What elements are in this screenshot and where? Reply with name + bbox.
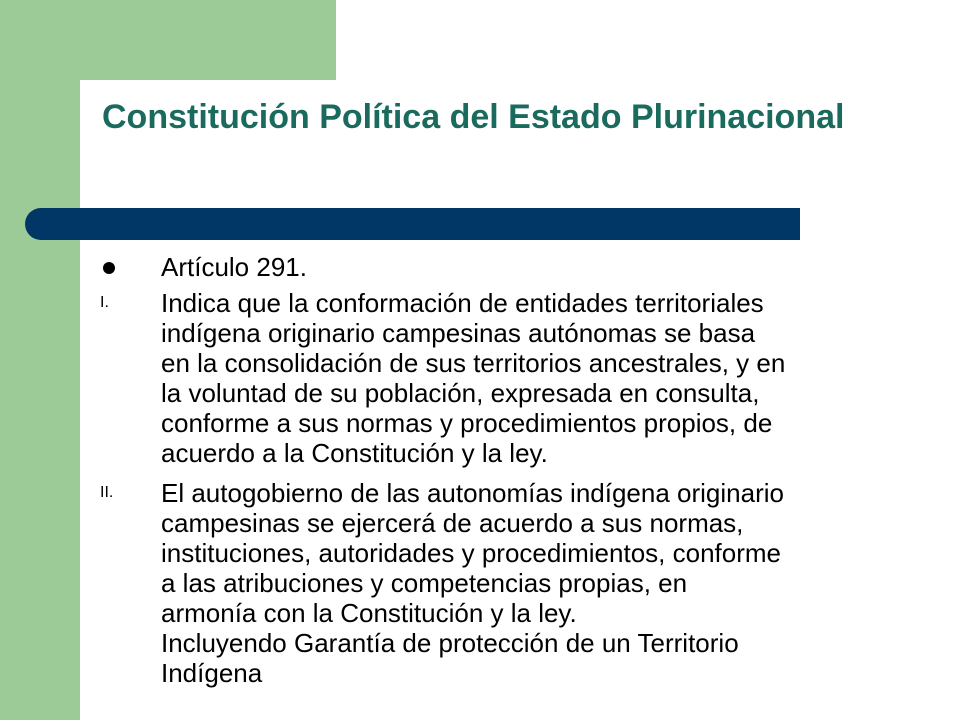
item-1-line: Indica que la conformación de entidades territoriales [161, 288, 764, 318]
slide-title: Constitución Política del Estado Plurinacional [102, 98, 845, 136]
item-numeral: I. [100, 294, 109, 311]
bullet-dot [103, 262, 115, 274]
item-1-line: en la consolidación de sus territorios ancestrales, y en [161, 348, 786, 378]
item-2-line: instituciones, autoridades y procedimientos, conforme [161, 538, 781, 568]
item-2-line: a las atribuciones y competencias propias, en [161, 568, 688, 598]
numbered-item-2 [100, 478, 940, 688]
item-2-line: El autogobierno de las autonomías indígena originario [161, 478, 784, 508]
item-1-line: la voluntad de su población, expresada en consulta, [161, 378, 760, 408]
item-numeral: II. [100, 484, 114, 501]
item-1-line: indígena originario campesinas autónomas se basa [161, 318, 756, 348]
left-accent-panel [0, 0, 80, 720]
title-underline-bar [25, 208, 800, 240]
item-1-line: conforme a sus normas y procedimientos propios, de [161, 408, 773, 438]
bullet-item [100, 252, 940, 282]
article-heading: Artículo 291. [161, 252, 307, 282]
numbered-item-1 [100, 288, 940, 468]
item-2-line: Incluyendo Garantía de protección de un Territorio [161, 628, 739, 658]
item-1-line: acuerdo a la Constitución y la ley. [161, 438, 548, 468]
item-2-line: Indígena [161, 658, 263, 688]
slide-body [100, 252, 940, 688]
item-2-line: armonía con la Constitución y la ley. [161, 598, 577, 628]
top-accent-panel [0, 0, 336, 80]
item-2-line: campesinas se ejercerá de acuerdo a sus normas, [161, 508, 744, 538]
